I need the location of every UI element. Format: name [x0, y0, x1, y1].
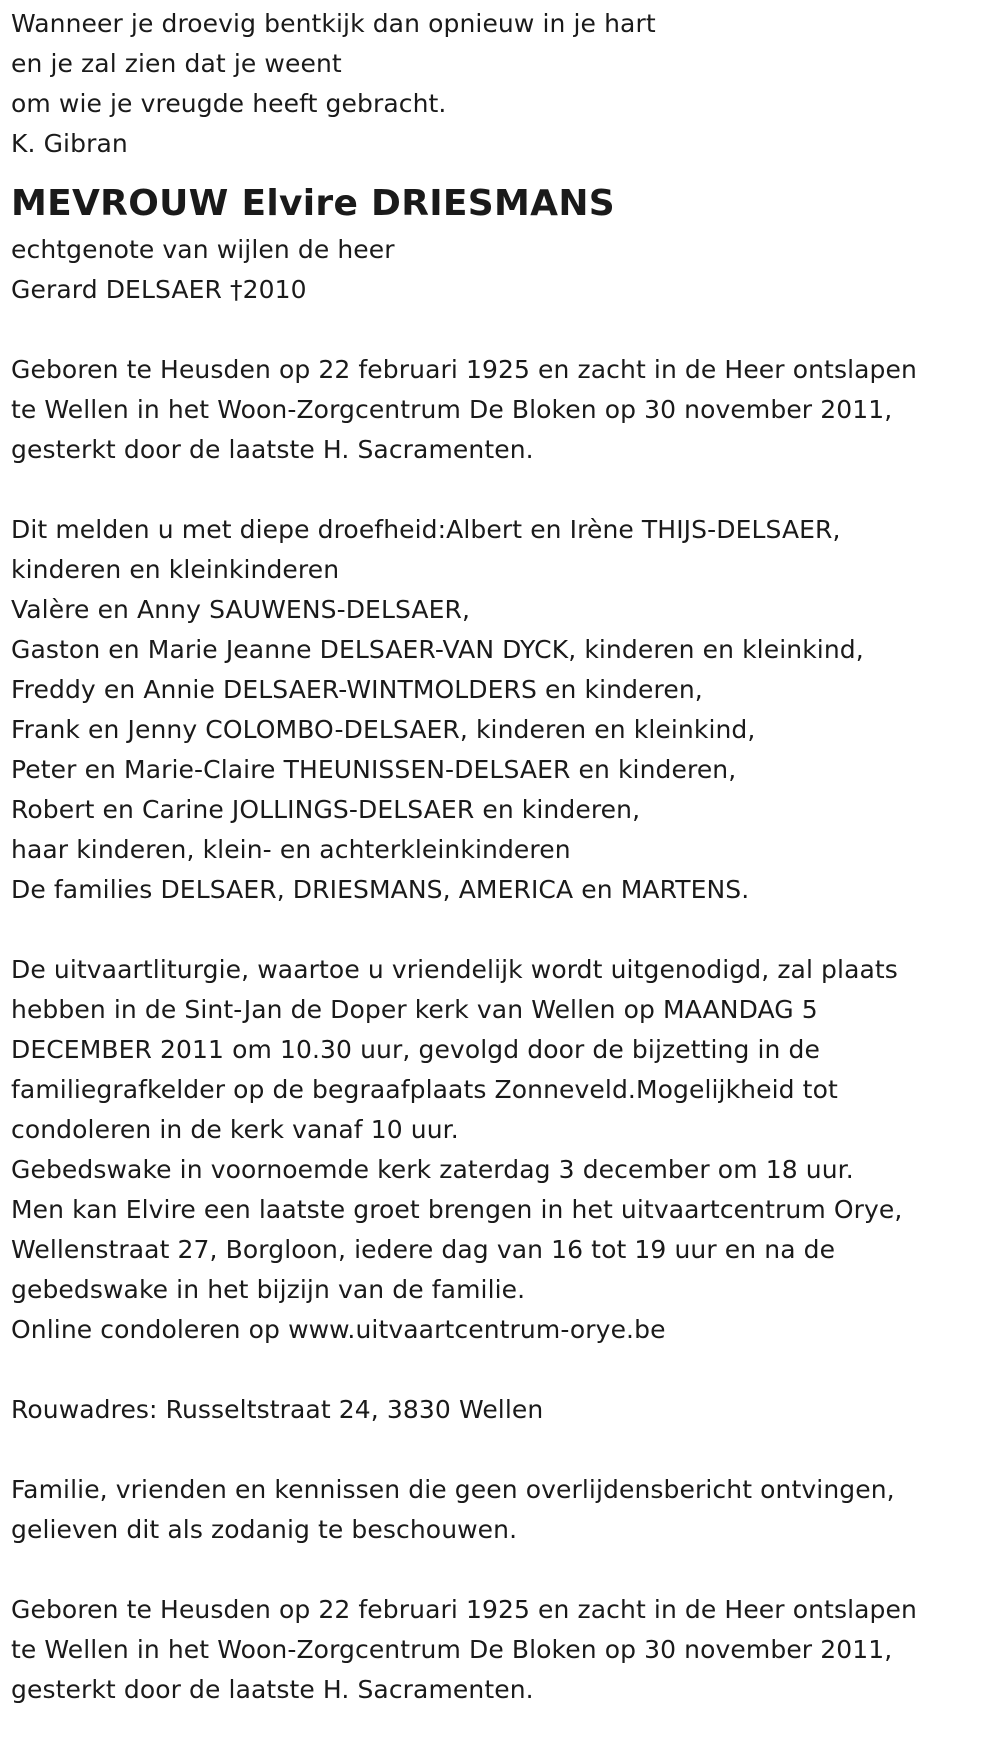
spacer — [11, 910, 991, 950]
family-list — [11, 510, 991, 910]
family-line: kinderen en kleinkinderen — [11, 555, 340, 584]
paragraph-line: DECEMBER 2011 om 10.30 uur, gevolgd door de bijzetting in de — [11, 1035, 820, 1064]
paragraph-line: gebedswake in het bijzijn van de familie. — [11, 1275, 526, 1304]
poem-author: K. Gibran — [11, 129, 128, 158]
family-line: Robert en Carine JOLLINGS-DELSAER en kinderen, — [11, 795, 641, 824]
funeral-paragraph — [11, 950, 991, 1350]
paragraph-line: Familie, vrienden en kennissen die geen overlijdensbericht ontvingen, — [11, 1475, 895, 1504]
spouse-line: echtgenote van wijlen de heer — [11, 235, 395, 264]
paragraph-line: Geboren te Heusden op 22 februari 1925 en zacht in de Heer ontslapen — [11, 355, 917, 384]
address-line: Rouwadres: Russeltstraat 24, 3830 Wellen — [11, 1395, 544, 1424]
notice-paragraph — [11, 1470, 991, 1550]
family-line: De families DELSAER, DRIESMANS, AMERICA en MARTENS. — [11, 875, 750, 904]
poem-quote — [11, 4, 991, 164]
spacer — [11, 1430, 991, 1470]
deceased-name: MEVROUW Elvire DRIESMANS — [11, 183, 615, 224]
family-line: Gaston en Marie Jeanne DELSAER-VAN DYCK, kinderen en kleinkind, — [11, 635, 864, 664]
paragraph-line: familiegrafkelder op de begraafplaats Zonneveld.Mogelijkheid tot — [11, 1075, 838, 1104]
family-line: Dit melden u met diepe droefheid:Albert en Irène THIJS-DELSAER, — [11, 515, 841, 544]
paragraph-line: gesterkt door de laatste H. Sacramenten. — [11, 1675, 534, 1704]
obituary-document — [11, 0, 991, 1710]
family-line: Peter en Marie-Claire THEUNISSEN-DELSAER en kinderen, — [11, 755, 737, 784]
family-line: haar kinderen, klein- en achterkleinkinderen — [11, 835, 571, 864]
paragraph-line: gelieven dit als zodanig te beschouwen. — [11, 1515, 518, 1544]
condolence-website-line: Online condoleren op www.uitvaartcentrum-orye.be — [11, 1315, 666, 1344]
paragraph-line: gesterkt door de laatste H. Sacramenten. — [11, 435, 534, 464]
spacer — [11, 310, 991, 350]
paragraph-line: Wellenstraat 27, Borgloon, iedere dag van 16 tot 19 uur en na de — [11, 1235, 836, 1264]
spacer — [11, 1350, 991, 1390]
poem-line: Wanneer je droevig bentkijk dan opnieuw in je hart — [11, 9, 656, 38]
mourning-address — [11, 1390, 991, 1430]
paragraph-line: condoleren in de kerk vanaf 10 uur. — [11, 1115, 459, 1144]
birth-death-paragraph-repeat — [11, 1590, 991, 1710]
spouse-info — [11, 230, 991, 310]
paragraph-line: te Wellen in het Woon-Zorgcentrum De Bloken op 30 november 2011, — [11, 395, 893, 424]
paragraph-line: Gebedswake in voornoemde kerk zaterdag 3 december om 18 uur. — [11, 1155, 854, 1184]
paragraph-line: De uitvaartliturgie, waartoe u vriendelijk wordt uitgenodigd, zal plaats — [11, 955, 898, 984]
spacer — [11, 470, 991, 510]
spouse-line: Gerard DELSAER †2010 — [11, 275, 307, 304]
poem-line: om wie je vreugde heeft gebracht. — [11, 89, 447, 118]
paragraph-line: hebben in de Sint-Jan de Doper kerk van Wellen op MAANDAG 5 — [11, 995, 818, 1024]
birth-death-paragraph — [11, 350, 991, 470]
family-line: Frank en Jenny COLOMBO-DELSAER, kinderen en kleinkind, — [11, 715, 756, 744]
paragraph-line: Geboren te Heusden op 22 februari 1925 en zacht in de Heer ontslapen — [11, 1595, 917, 1624]
paragraph-line: te Wellen in het Woon-Zorgcentrum De Bloken op 30 november 2011, — [11, 1635, 893, 1664]
paragraph-line: Men kan Elvire een laatste groet brengen in het uitvaartcentrum Orye, — [11, 1195, 903, 1224]
family-line: Valère en Anny SAUWENS-DELSAER, — [11, 595, 471, 624]
poem-line: en je zal zien dat je weent — [11, 49, 342, 78]
spacer — [11, 1550, 991, 1590]
family-line: Freddy en Annie DELSAER-WINTMOLDERS en kinderen, — [11, 675, 703, 704]
